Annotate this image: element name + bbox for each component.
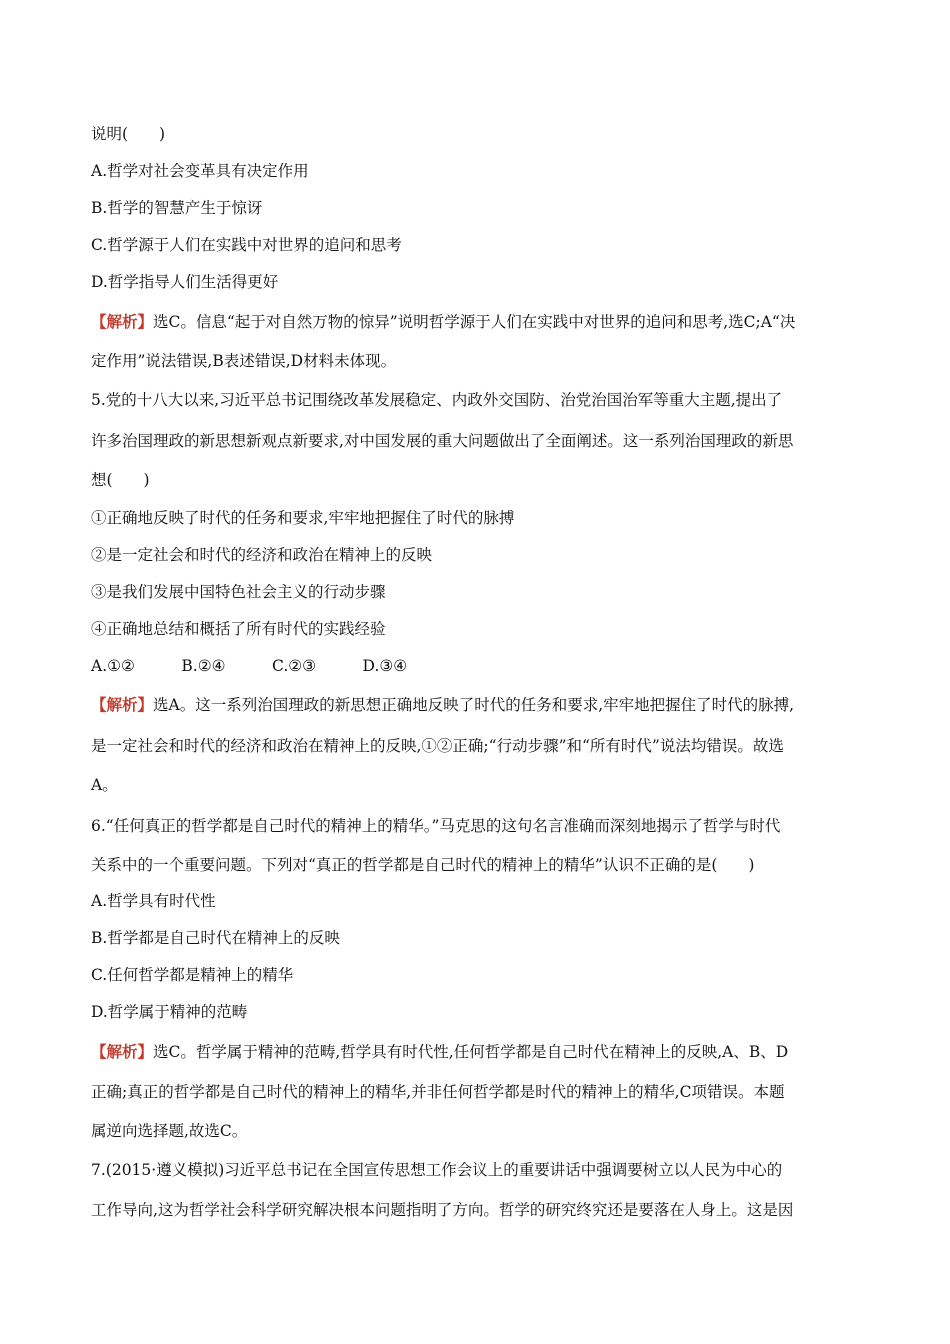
q6-option-b: B.哲学都是自己时代在精神上的反映 — [91, 929, 340, 947]
q4-analysis-line-1 — [91, 312, 795, 332]
q6-analysis-line-2: 正确;真正的哲学都是自己时代的精神上的精华,并非任何哲学都是时代的精神上的精华,C项错误。本题 — [91, 1083, 785, 1101]
q4-analysis-line-2: 定作用”说法错误,B表述错误,D材料未体现。 — [91, 352, 397, 370]
analysis-tag: 【解析】 — [91, 695, 154, 714]
q6-stem-line-1: 6.“任何真正的哲学都是自己时代的精神上的精华。”马克思的这句名言准确而深刻地揭示了哲学与时代 — [91, 817, 781, 835]
q5-analysis-line-3: A。 — [91, 776, 118, 794]
q4-option-b: B.哲学的智慧产生于惊讶 — [91, 199, 263, 217]
q6-option-a: A.哲学具有时代性 — [91, 892, 216, 910]
q5-analysis-line-1 — [91, 695, 794, 715]
q5-item-1: ①正确地反映了时代的任务和要求,牢牢地把握住了时代的脉搏 — [91, 509, 515, 527]
q6-analysis-text-1: 选C。哲学属于精神的范畴,哲学具有时代性,任何哲学都是自己时代在精神上的反映,A、B、D — [153, 1043, 789, 1061]
q6-option-d: D.哲学属于精神的范畴 — [91, 1003, 248, 1021]
q5-item-2: ②是一定社会和时代的经济和政治在精神上的反映 — [91, 546, 433, 564]
q7-stem-line-1: 7.(2015·遵义模拟)习近平总书记在全国宣传思想工作会议上的重要讲话中强调要树立以人民为中心的 — [91, 1161, 783, 1179]
q5-item-3: ③是我们发展中国特色社会主义的行动步骤 — [91, 583, 386, 601]
q7-stem-line-2: 工作导向,这为哲学社会科学研究解决根本问题指明了方向。哲学的研究终究还是要落在人身上。这是因 — [91, 1201, 794, 1219]
q6-stem-line-2: 关系中的一个重要问题。下列对“真正的哲学都是自己时代的精神上的精华”认识不正确的是( ) — [91, 856, 755, 874]
q5-stem-line-3: 想( ) — [91, 471, 150, 489]
q4-option-c: C.哲学源于人们在实践中对世界的追问和思考 — [91, 236, 402, 254]
q6-analysis-line-3: 属逆向选择题,故选C。 — [91, 1122, 248, 1140]
q5-analysis-text-1: 选A。这一系列治国理政的新思想正确地反映了时代的任务和要求,牢牢地把握住了时代的脉搏, — [153, 696, 795, 714]
q5-item-4: ④正确地总结和概括了所有时代的实践经验 — [91, 620, 386, 638]
q4-option-d: D.哲学指导人们生活得更好 — [91, 273, 279, 291]
analysis-tag: 【解析】 — [91, 1042, 154, 1061]
q5-analysis-line-2: 是一定社会和时代的经济和政治在精神上的反映,①②正确;“行动步骤”和“所有时代”说法均错误。故选 — [91, 737, 784, 755]
q4-stem-tail: 说明( ) — [91, 125, 166, 143]
q4-analysis-text-1: 选C。信息“起于对自然万物的惊异”说明哲学源于人们在实践中对世界的追问和思考,选C;A“决 — [153, 313, 796, 331]
analysis-tag: 【解析】 — [91, 312, 154, 331]
q4-option-a: A.哲学对社会变革具有决定作用 — [91, 162, 309, 180]
q6-option-c: C.任何哲学都是精神上的精华 — [91, 966, 294, 984]
q5-stem-line-2: 许多治国理政的新思想新观点新要求,对中国发展的重大问题做出了全面阐述。这一系列治国理政的新思 — [91, 432, 794, 450]
q5-stem-line-1: 5.党的十八大以来,习近平总书记围绕改革发展稳定、内政外交国防、治党治国治军等重大主题,提出了 — [91, 391, 783, 409]
q5-options: A.①② B.②④ C.②③ D.③④ — [91, 657, 408, 675]
q6-analysis-line-1 — [91, 1042, 788, 1062]
